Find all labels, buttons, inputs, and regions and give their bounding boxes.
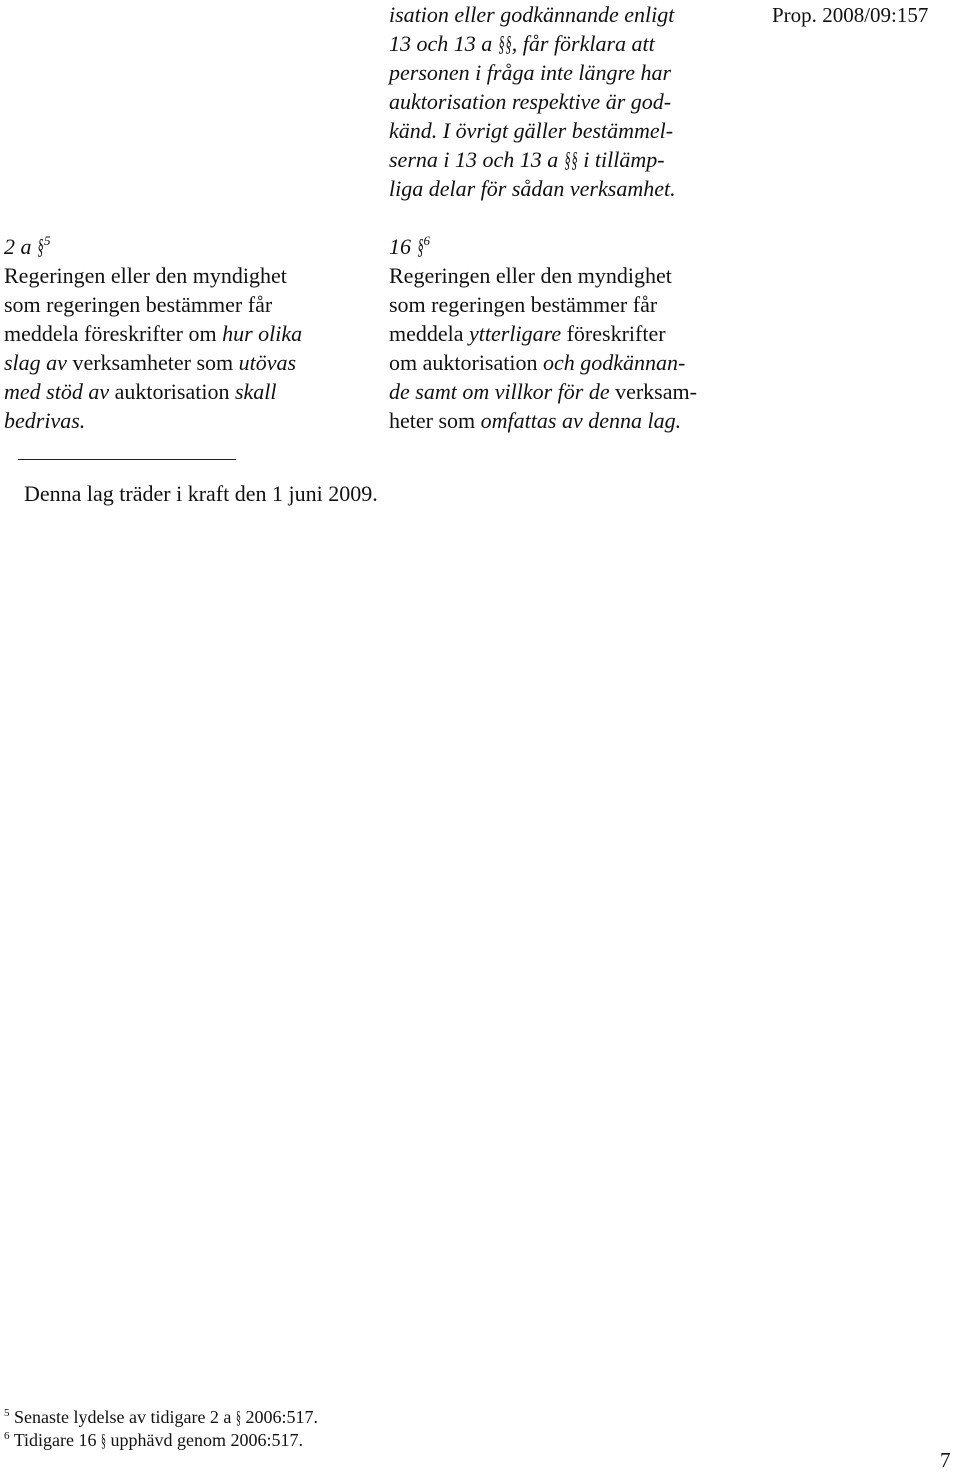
separator-rule xyxy=(18,459,236,460)
prop-label: Prop. xyxy=(772,3,817,27)
continuation-line xyxy=(389,29,745,58)
section-2a-title: 2 a § xyxy=(4,234,44,259)
continuation-paragraph xyxy=(389,0,745,203)
section-16-heading xyxy=(389,232,745,261)
text-run: hur olika xyxy=(222,321,303,346)
section-16-line xyxy=(389,406,745,435)
text-run: 13 och 13 a §§, får förklara att xyxy=(389,31,655,56)
section-2a-line xyxy=(4,348,359,377)
text-run: som regeringen bestämmer får xyxy=(389,292,658,317)
text-run: föreskrifter xyxy=(561,321,666,346)
text-run: auktorisation respektive är god- xyxy=(389,89,672,114)
continuation-line xyxy=(389,174,745,203)
footnote-ref-5: 5 xyxy=(44,233,51,248)
footnote-5 xyxy=(4,1406,504,1429)
text-run: serna i 13 och 13 a §§ i tillämp- xyxy=(389,147,665,172)
section-16-line xyxy=(389,348,745,377)
text-run: skall xyxy=(234,379,277,404)
text-run: verksamheter som xyxy=(66,350,239,375)
section-2a-line xyxy=(4,261,359,290)
section-16 xyxy=(389,232,745,435)
text-run: utövas xyxy=(238,350,297,375)
text-run: som regeringen bestämmer får xyxy=(4,292,273,317)
text-run: verksam- xyxy=(609,379,697,404)
section-16-line xyxy=(389,377,745,406)
text-run: auktorisation xyxy=(109,379,235,404)
section-16-line xyxy=(389,290,745,319)
section-2a-line xyxy=(4,406,359,435)
text-run: bedrivas. xyxy=(4,408,86,433)
section-16-line xyxy=(389,319,745,348)
text-run: Regeringen eller den myndighet xyxy=(4,263,287,288)
section-16-title: 16 § xyxy=(389,234,424,259)
effective-date: Denna lag träder i kraft den 1 juni 2009. xyxy=(24,481,378,506)
section-16-line xyxy=(389,261,745,290)
text-run: känd. I övrigt gäller bestämmel- xyxy=(389,118,674,143)
text-run: liga delar för sådan verksamhet. xyxy=(389,176,676,201)
page-number: 7 xyxy=(940,1448,951,1472)
section-2a-heading xyxy=(4,232,359,261)
text-run: om auktorisation xyxy=(389,350,543,375)
text-run: isation eller godkännande enligt xyxy=(389,2,675,27)
text-run: personen i fråga inte längre har xyxy=(389,60,672,85)
continuation-line xyxy=(389,116,745,145)
footnote-6-number: 6 xyxy=(4,1430,10,1442)
footnote-6-text: Tidigare 16 § upphävd genom 2006:517. xyxy=(13,1430,304,1450)
text-run: med stöd av xyxy=(4,379,110,404)
continuation-line xyxy=(389,145,745,174)
text-run: Regeringen eller den myndighet xyxy=(389,263,672,288)
continuation-line xyxy=(389,0,745,29)
footnote-ref-6: 6 xyxy=(423,233,430,248)
text-run: ytterligare xyxy=(469,321,562,346)
continuation-line xyxy=(389,87,745,116)
text-run: heter som xyxy=(389,408,481,433)
footnote-5-text: Senaste lydelse av tidigare 2 a § 2006:517. xyxy=(14,1407,318,1427)
text-run: omfattas av denna lag. xyxy=(480,408,682,433)
text-run: meddela xyxy=(389,321,470,346)
text-run: och godkännan- xyxy=(542,350,686,375)
section-2a-line xyxy=(4,319,359,348)
footnote-6 xyxy=(4,1429,504,1452)
section-2a-line xyxy=(4,377,359,406)
section-2a-body xyxy=(4,261,359,435)
footnote-5-number: 5 xyxy=(4,1407,10,1419)
section-2a-line xyxy=(4,290,359,319)
section-2a xyxy=(4,232,359,435)
continuation-line xyxy=(389,58,745,87)
prop-number: 2008/09:157 xyxy=(822,3,929,27)
footnotes xyxy=(4,1406,504,1452)
section-16-body xyxy=(389,261,745,435)
text-run: slag av xyxy=(4,350,67,375)
document-reference xyxy=(772,3,928,28)
text-run: de samt om villkor för de xyxy=(389,379,610,404)
text-run: meddela föreskrifter om xyxy=(4,321,223,346)
